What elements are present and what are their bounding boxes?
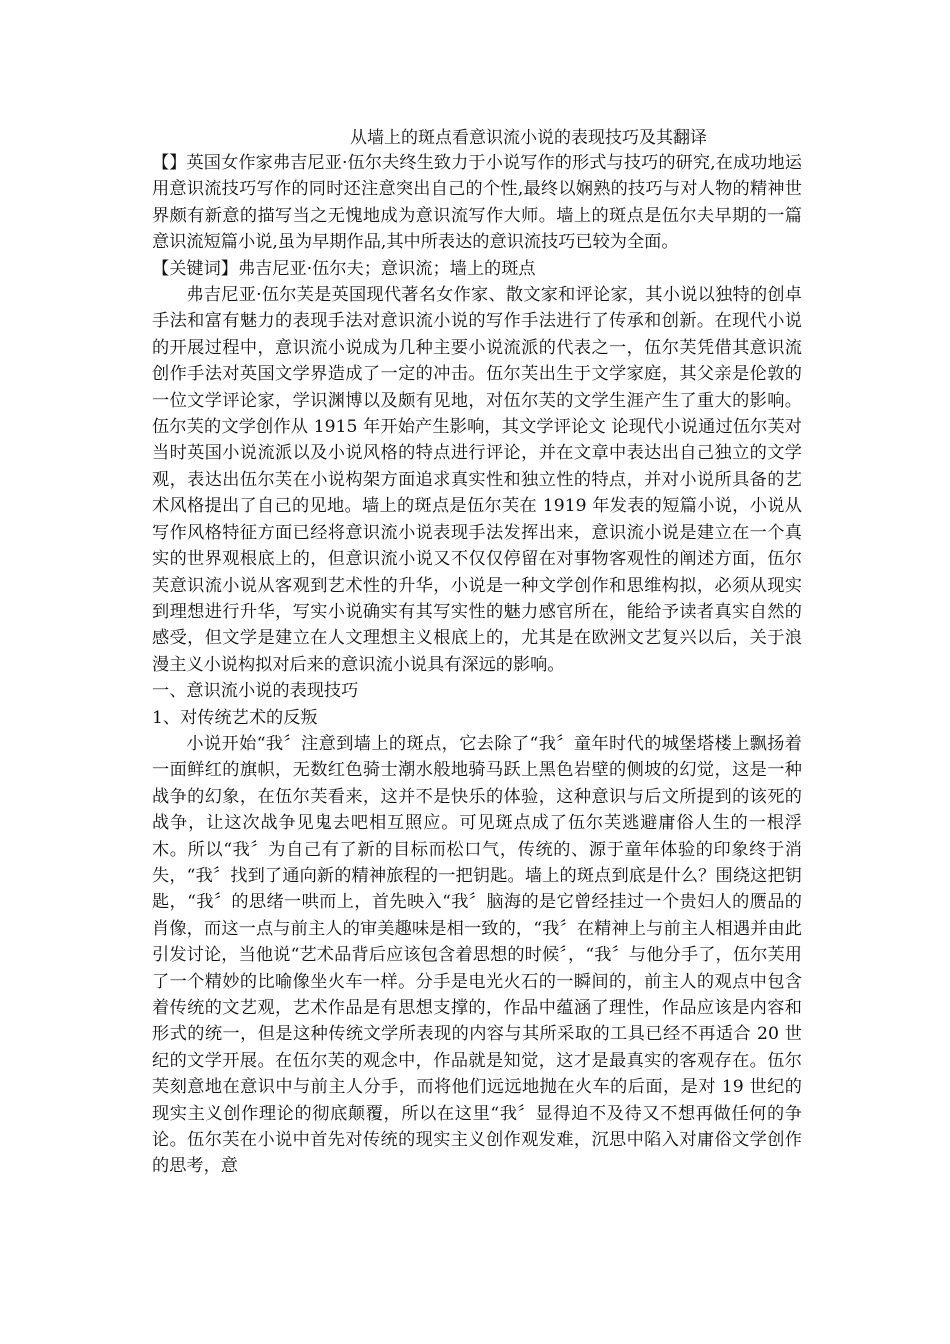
keywords-line: 【关键词】弗吉尼亚·伍尔夫；意识流；墙上的斑点 bbox=[152, 258, 536, 279]
document-body bbox=[152, 150, 802, 1180]
body-paragraph-1: 弗吉尼亚·伍尔芙是英国现代著名女作家、散文家和评论家，其小说以独特的创卓手法和富有魅力的表现手法对意识流小说的写作手法进行了传承和创新。在现代小说的开展过程中，意识流小说成为几种主要小说流派的代表之一，伍尔芙凭借其意识流创作手法对英国文学界造成了一定的冲击。伍尔芙出生于文学家庭，其父亲是伦敦的一位文学评论家，学识渊博以及颇有见地，对伍尔芙的文学生涯产生了重大的影响。伍尔芙的文学创作从 1915 年开始产生影响，其文学评论文 论现代小说通过伍尔芙对当时英国小说流派以及小说风格的特点进行评论，并在文章中表达出自己独立的文学观，表达出伍尔芙在小说构架方面追求真实性和独立性的特点，并对小说所具备的艺术风格提出了自己的见地。墙上的斑点是伍尔芙在 1919 年发表的短篇小说，小说从写作风格特征方面已经将意识流小说表现手法发挥出来，意识流小说是建立在一个真实的世界观根底上的，但意识流小说又不仅仅停留在对事物客观性的阐述方面，伍尔芙意识流小说从客观到艺术性的升华，小说是一种文学创作和思维构拟，必须从现实到理想进行升华，写实小说确实有其写实性的魅力感官所在，能给予读者真实自然的感受，但文学是建立在人文理想主义根底上的，尤其是在欧洲文艺复兴以后，关于浪漫主义小说构拟对后来的意识流小说具有深远的影响。 bbox=[152, 285, 802, 675]
document-title: 从墙上的斑点看意识流小说的表现技巧及其翻译 bbox=[350, 128, 707, 148]
abstract-paragraph: 【】英国女作家弗吉尼亚·伍尔夫终生致力于小说写作的形式与技巧的研究,在成功地运用意识流技巧写作的同时还注意突出自己的个性,最终以娴熟的技巧与对人物的精神世界颇有新意的描写当之无愧地成为意识流写作大师。墙上的斑点是伍尔夫早期的一篇意识流短篇小说,虽为早期作品,其中所表达的意识流技巧已较为全面。 bbox=[152, 153, 802, 253]
section-heading-2: 1、对传统艺术的反叛 bbox=[152, 707, 318, 728]
body-paragraph-2: 小说开始“我〞注意到墙上的斑点，它去除了“我〞童年时代的城堡塔楼上飘扬着一面鲜红的旗帜，无数红色骑士潮水般地骑马跃上黑色岩壁的侧坡的幻觉，这是一种战争的幻象，在伍尔芙看来，这并不是快乐的体验，这种意识与后文所提到的该死的战争，让这次战争见鬼去吧相互照应。可见斑点成了伍尔芙逃避庸俗人生的一根浮木。所以“我〞为自己有了新的目标而松口气，传统的、源于童年体验的印象终于消失，“我〞找到了通向新的精神旅程的一把钥匙。墙上的斑点到底是什么？围绕这把钥匙，“我〞的思绪一哄而上，首先映入“我〞脑海的是它曾经挂过一个贵妇人的赝品的肖像，而这一点与前主人的审美趣味是相一致的，“我〞在精神上与前主人相遇并由此引发讨论，当他说“艺术品背后应该包含着思想的时候〞，“我〞与他分手了，伍尔芙用了一个精妙的比喻像坐火车一样。分手是电光火石的一瞬间的，前主人的观点中包含着传统的文艺观，艺术作品是有思想支撑的，作品中蕴涵了理性，作品应该是内容和形式的统一，但是这种传统文学所表现的内容与其所采取的工具已经不再适合 20 世纪的文学开展。在伍尔芙的观念中，作品就是知觉，这才是最真实的客观存在。伍尔芙刻意地在意识中与前主人分手，而将他们远远地抛在火车的后面，是对 19 世纪的现实主义创作理论的彻底颠覆，所以在这里“我〞显得迫不及待又不想再做任何的争论。伍尔芙在小说中首先对传统的现实主义创作观发难，沉思中陷入对庸俗文学创作的思考，意 bbox=[152, 733, 802, 1177]
section-heading-1: 一、意识流小说的表现技巧 bbox=[152, 681, 359, 702]
